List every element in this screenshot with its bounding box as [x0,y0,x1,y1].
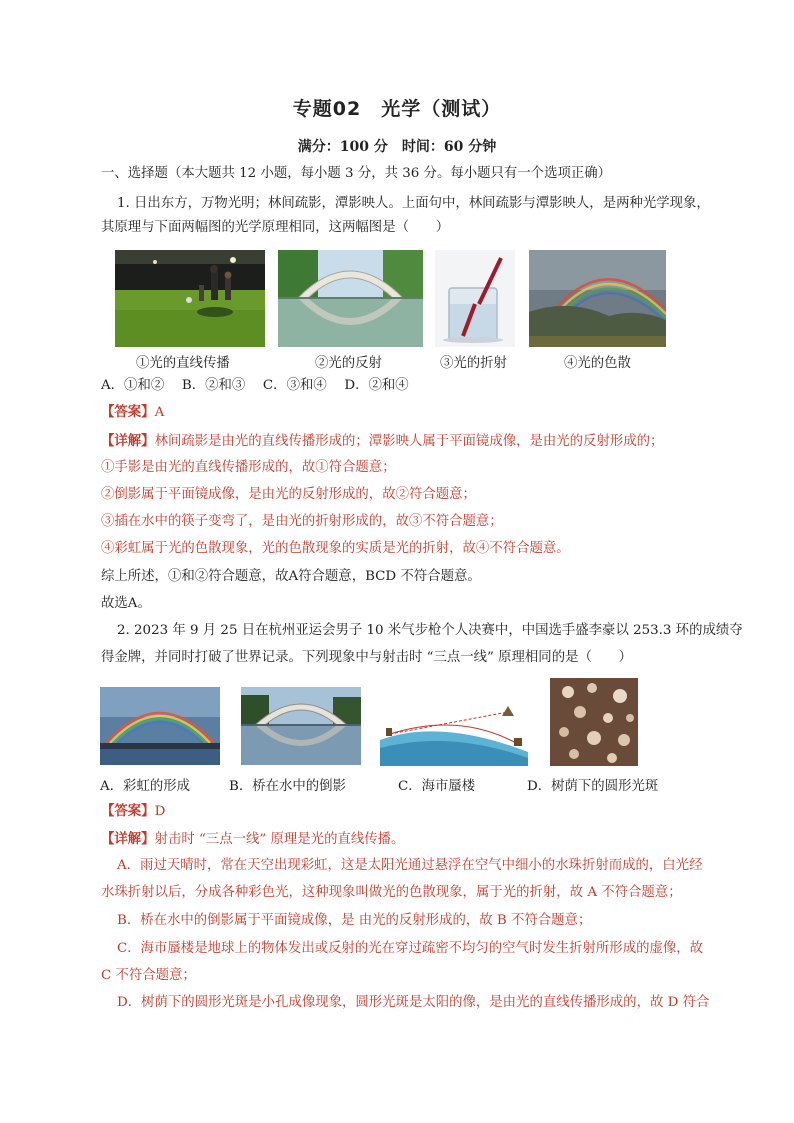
q1-image-bridge-reflection [278,250,423,347]
q2-caption-a: A．彩虹的形成 [100,779,191,794]
q1-detail [101,432,716,451]
q2-option-c-line-2: C 不符合题意； [101,968,196,983]
q1-item-3: ③插在水中的筷子变弯了，是由光的折射形成的，故③不符合题意； [101,514,503,529]
q1-choose: 故选A。 [101,596,151,611]
q2-detail [101,830,716,849]
q1-caption-4: ④光的色散 [564,356,631,371]
q2-option-d: D．树荫下的圆形光斑是小孔成像现象，圆形光斑是太阳的像，是由光的直线传播形成的，故 D 符合 [117,995,710,1010]
page-title: 专题02 光学（测试） [292,98,502,120]
q2-caption-c: C．海市蜃楼 [398,779,476,794]
q1-answer-value: A [154,405,165,420]
q1-item-1: ①手影是由光的直线传播形成的，故①符合题意； [101,460,396,475]
page-subtitle: 满分：100 分 时间：60 分钟 [297,139,497,155]
q1-answer [101,403,716,422]
q2-option-a-line-1: A．雨过天晴时，常在天空出现彩虹，这是太阳光通过悬浮在空气中细小的水珠折射而成的，白光经 [117,858,703,873]
q1-image-refraction-glass [435,250,515,347]
q1-answer-label: 【答案】 [101,404,155,420]
q2-stem-line-1: 2. 2023 年 9 月 25 日在杭州亚运会男子 10 米气步枪个人决赛中，中国选手盛李豪以 253.3 环的成绩夺 [117,623,743,638]
section-heading: 一、选择题（本大题共 12 小题，每小题 3 分，共 36 分。每小题只有一个选项正确） [101,166,612,181]
q1-options: A．①和② B．②和③ C．③和④ D．②和④ [101,378,409,393]
q2-detail-text: 射击时 “三点一线” 原理是光的直线传播。 [154,832,405,847]
q2-answer-label: 【答案】 [101,803,155,819]
q2-answer-value: D [154,804,166,819]
q1-image-hand-shadow [115,250,265,347]
q2-detail-label: 【详解】 [101,831,155,847]
q1-detail-text: 林间疏影是由光的直线传播形成的；潭影映人属于平面镜成像，是由光的反射形成的； [154,434,664,449]
q1-item-4: ④彩虹属于光的色散现象，光的色散现象的实质是光的折射，故④不符合题意。 [101,541,570,556]
q1-stem-line-2: 其原理与下面两幅图的光学原理相同，这两幅图是（ ） [101,220,450,235]
q2-caption-b: B．桥在水中的倒影 [229,779,346,794]
q2-option-c-line-1: C．海市蜃楼是地球上的物体发出或反射的光在穿过疏密不均匀的空气时发生折射所形成的虚像，故 [117,941,704,956]
q2-caption-d: D．树荫下的圆形光斑 [527,779,659,794]
q1-caption-3: ③光的折射 [440,356,507,371]
q2-option-a-line-2: 水珠折射以后，分成各种彩色光，这种现象叫做光的色散现象，属于光的折射，故 A 不符合题意； [101,885,682,900]
q2-image-mirage [380,700,528,766]
q1-item-2: ②倒影属于平面镜成像，是由光的反射形成的，故②符合题意； [101,487,476,502]
q2-stem-line-2: 得金牌，并同时打破了世界记录。下列现象中与射击时 “三点一线” 原理相同的是（ ） [101,650,633,665]
q1-detail-label: 【详解】 [101,433,155,449]
q1-summary: 综上所述，①和②符合题意，故A符合题意，BCD 不符合题意。 [101,569,481,584]
q2-image-bridge [241,687,361,765]
q2-image-rainbow [100,687,220,765]
q1-caption-2: ②光的反射 [315,356,382,371]
q2-image-light-spots [550,678,638,766]
q2-answer [101,802,716,821]
q1-image-rainbow [529,250,666,347]
q2-option-b: B．桥在水中的倒影属于平面镜成像，是 由光的反射形成的，故 B 不符合题意； [117,913,592,928]
q1-stem-line-1: 1. 日出东方，万物光明；林间疏影，潭影映人。上面句中，林间疏影与潭影映人，是两种光学现象， [117,196,710,211]
q1-caption-1: ①光的直线传播 [136,356,230,371]
